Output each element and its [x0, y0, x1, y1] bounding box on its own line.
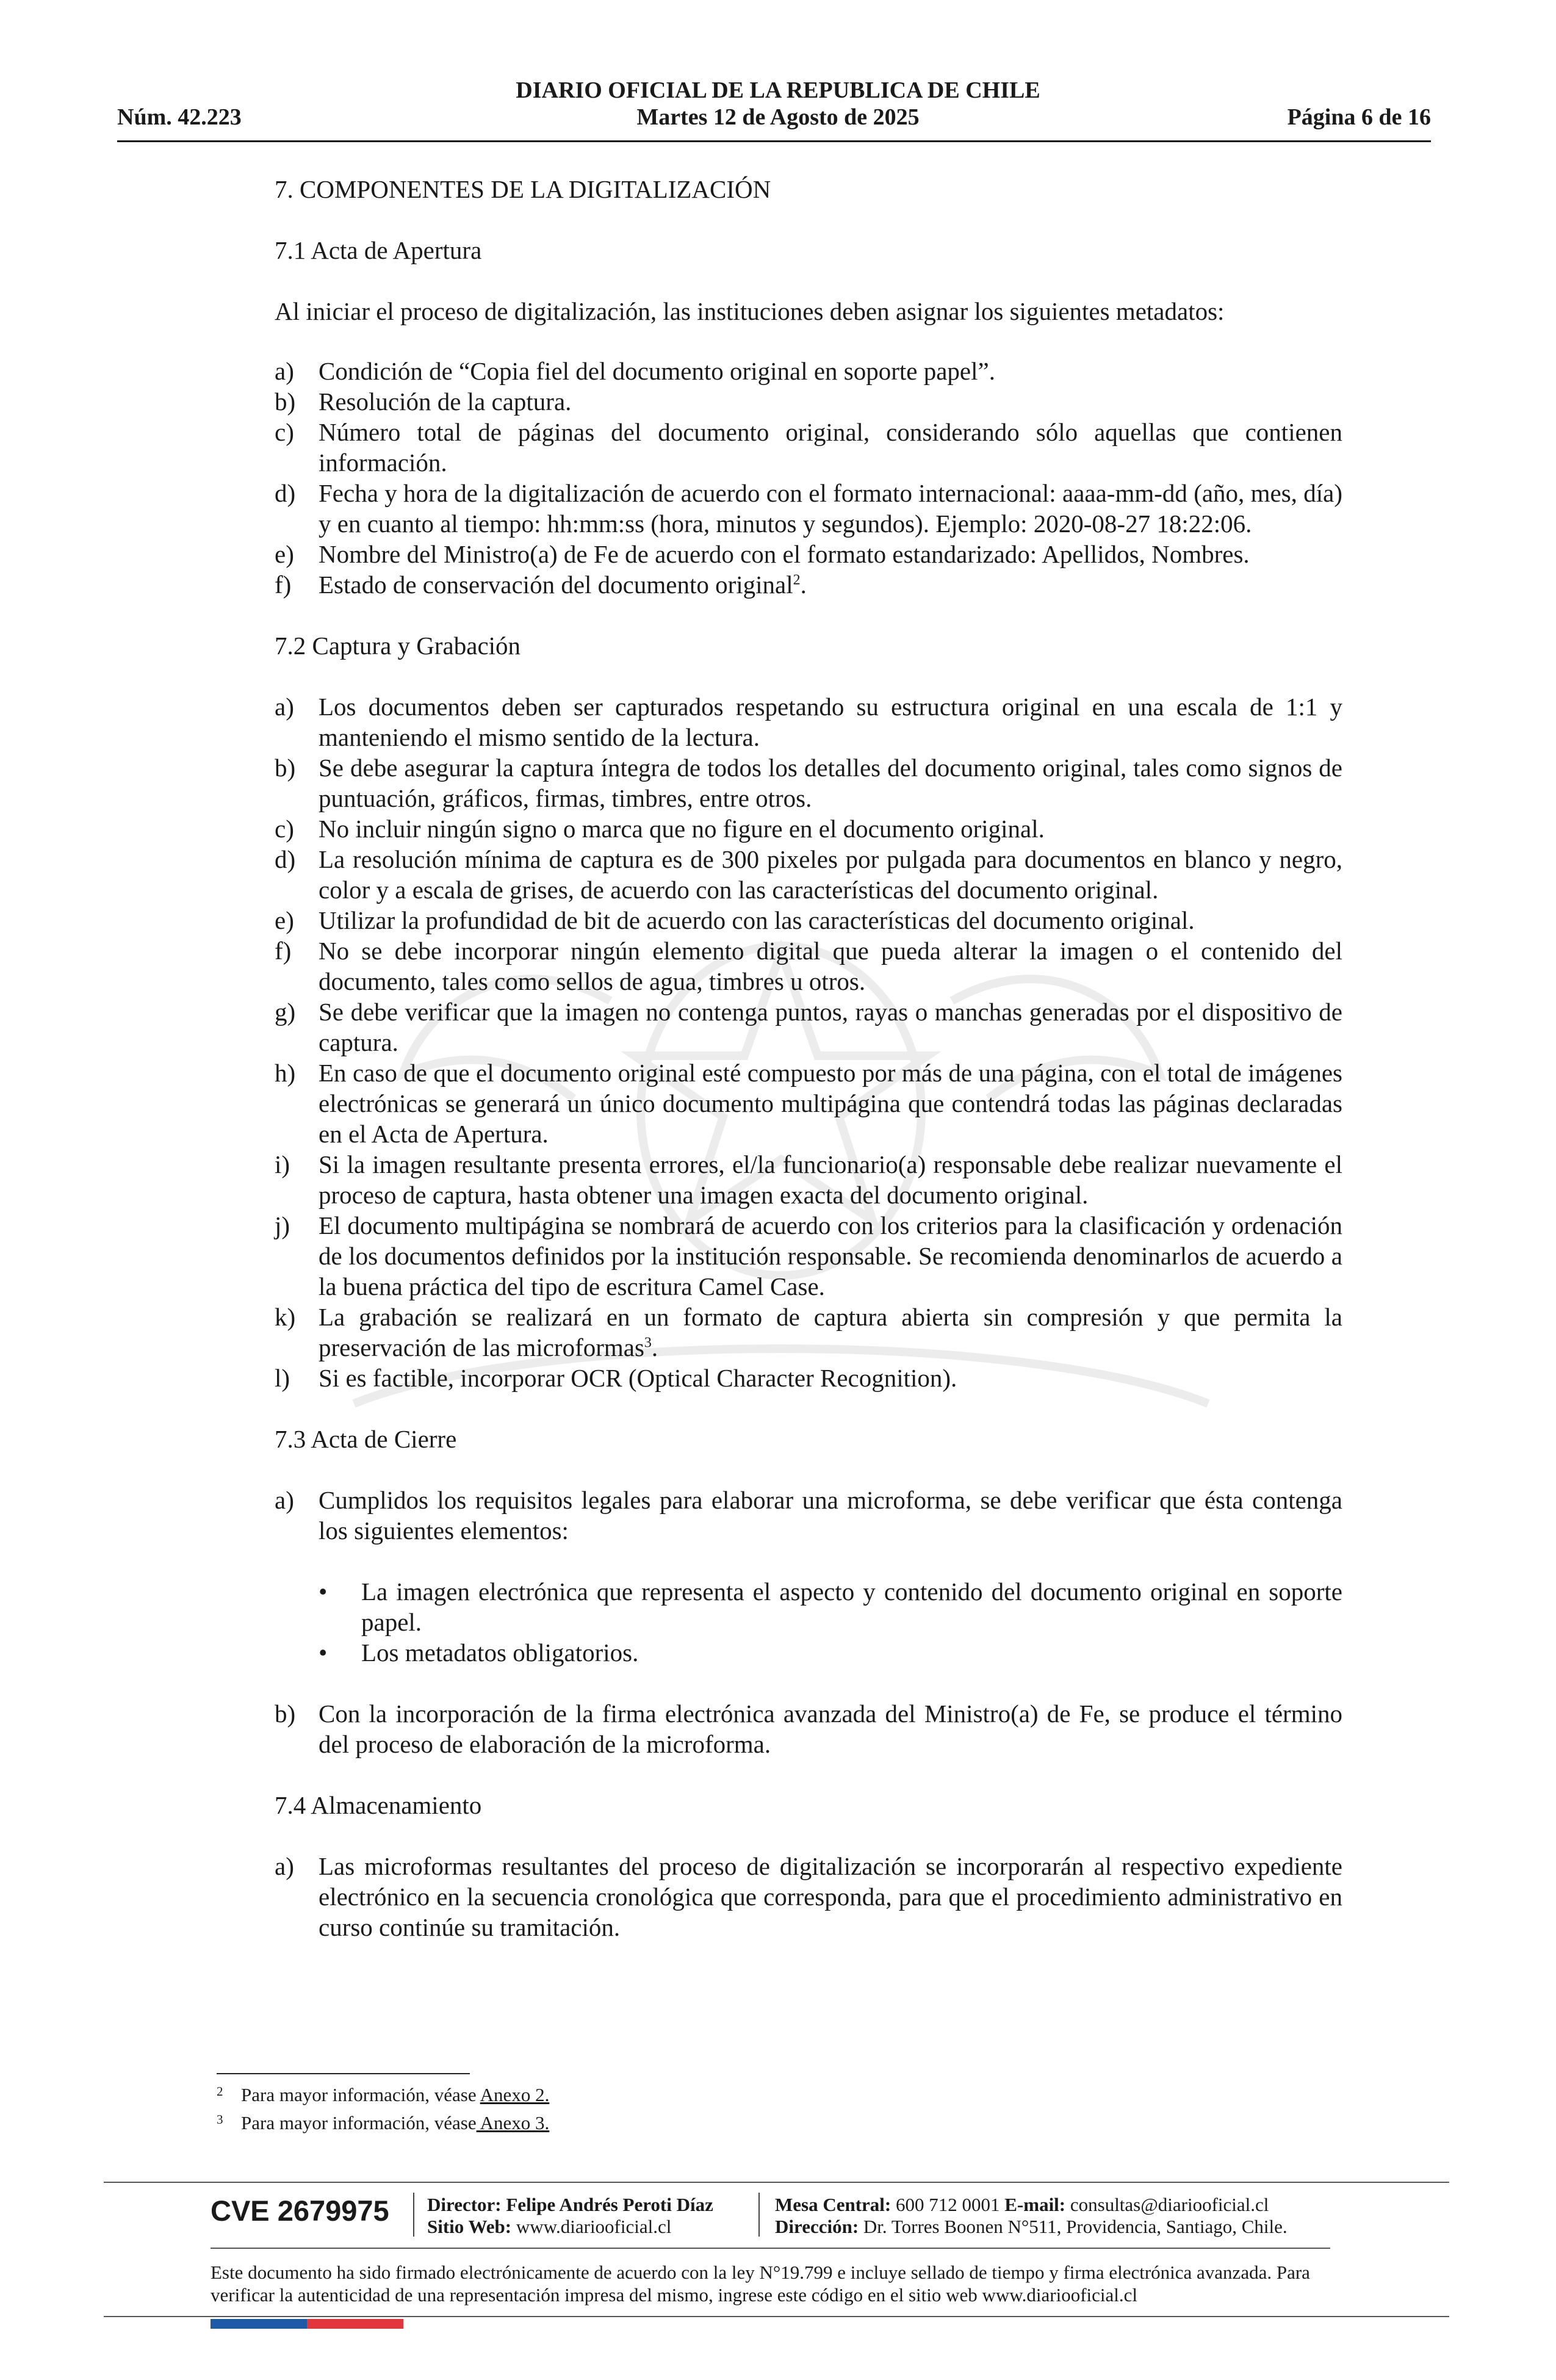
subsection-heading-7-1: 7.1 Acta de Apertura — [275, 236, 482, 264]
footer-divider — [104, 2316, 1449, 2317]
list-item: g) Se debe verificar que la imagen no contenga puntos, rayas o manchas generadas por el dispositivo de captura. — [275, 998, 1342, 1056]
issue-number: Núm. 42.223 — [117, 104, 242, 130]
footer-column-divider — [413, 2193, 414, 2237]
footnote-ref[interactable]: 2 — [793, 572, 801, 588]
list-item: a) Las microformas resultantes del proceso de digitalización se incorporarán al respectivo expediente electrónico en la secuencia cronológica que corresponda, para que el procedimiento administrativo en curso continúe su tramitación. — [275, 1852, 1342, 1941]
bullet-item: • La imagen electrónica que representa el aspecto y contenido del documento original en soporte papel. — [319, 1578, 1342, 1636]
flag-stripe-blue — [211, 2319, 307, 2329]
list-item: a) Cumplidos los requisitos legales para elaborar una microforma, se debe verificar que ésta contenga los siguientes elementos: — [275, 1486, 1342, 1545]
list-item: k) La grabación se realizará en un formato de captura abierta sin compresión y que permita la preservación de las microformas$^3$. — [275, 1303, 1342, 1361]
list-item: a) Condición de “Copia fiel del documento original en soporte papel”. — [275, 357, 995, 385]
closing-list — [275, 1485, 1342, 1546]
issue-date: Martes 12 de Agosto de 2025 — [636, 104, 920, 130]
cve-code: CVE 2679975 — [211, 2194, 389, 2227]
storage-list — [275, 1851, 1342, 1942]
subsection-heading-7-2: 7.2 Captura y Grabación — [275, 632, 521, 660]
footnote-ref[interactable]: 3 — [644, 1335, 652, 1351]
list-item: e) Nombre del Ministro(a) de Fe de acuerdo con el formato estandarizado: Apellidos, Nombres. — [275, 540, 1250, 568]
list-item: e) Utilizar la profundidad de bit de acuerdo con las características del documento original. — [275, 906, 1195, 934]
list-item: b) Resolución de la captura. — [275, 388, 572, 416]
annex-link[interactable]: Anexo 2. — [480, 2084, 550, 2105]
website-link[interactable]: www.diariooficial.cl — [516, 2216, 672, 2237]
subsection-heading-7-4: 7.4 Almacenamiento — [275, 1791, 482, 1819]
page-indicator: Página 6 de 16 — [1287, 104, 1431, 130]
bullet-item: • Los metadatos obligatorios. — [319, 1639, 639, 1667]
list-item: b) Se debe asegurar la captura íntegra de todos los detalles del documento original, tales como signos de puntuación, gráficos, firmas, timbres, entre otros. — [275, 754, 1342, 812]
section-heading: 7. COMPONENTES DE LA DIGITALIZACIÓN — [275, 175, 771, 203]
intro-paragraph: Al iniciar el proceso de digitalización, las instituciones deben asignar los siguientes metadatos: — [275, 297, 1225, 325]
footnote: 3 Para mayor información, véase Anexo 3. — [217, 2112, 550, 2133]
list-item: i) Si la imagen resultante presenta errores, el/la funcionario(a) responsable debe realizar nuevamente el proceso de captura, hasta obtener una imagen exacta del documento original. — [275, 1150, 1342, 1209]
footnotes — [217, 2081, 549, 2137]
email-link[interactable]: consultas@diariooficial.cl — [1070, 2194, 1269, 2215]
closing-list-b — [275, 1698, 1342, 1759]
flag-stripe-red — [307, 2319, 403, 2329]
list-item: l) Si es factible, incorporar OCR (Optical Character Recognition). — [275, 1364, 957, 1392]
newspaper-title: DIARIO OFICIAL DE LA REPUBLICA DE CHILE — [516, 78, 1040, 103]
list-item: h) En caso de que el documento original esté compuesto por más de una página, con el total de imágenes electrónicas se generará un único documento multipágina que contendrá todas las páginas declaradas en el Acta de Apertura. — [275, 1059, 1342, 1148]
list-item: f) Estado de conservación del documento original$^2$. — [275, 571, 807, 599]
header-divider — [117, 140, 1431, 142]
list-item: d) La resolución mínima de captura es de 300 pixeles por pulgada para documentos en blanco y negro, color y a escala de grises, de acuerdo con las características del documento original. — [275, 845, 1342, 904]
capture-list — [275, 691, 1342, 1393]
list-item: d) Fecha y hora de la digitalización de acuerdo con el formato internacional: aaaa-mm-dd (año, mes, día) y en cuanto al tiempo: hh:mm:ss (hora, minutos y segundos). Ejemplo: 2020-08-27 18:22:06. — [275, 479, 1342, 538]
signature-notice: Este documento ha sido firmado electrónicamente de acuerdo con la ley N°19.799 e incluye sellado de tiempo y firma electrónica avanzada. Para verificar la autenticidad de una representación impresa del mismo, ingrese este código en el sitio web www.diariooficial.cl — [211, 2262, 1310, 2306]
document-body — [275, 174, 1342, 1942]
footer-divider — [211, 2248, 1330, 2249]
footer-column-divider — [758, 2193, 760, 2237]
footnote-divider — [217, 2073, 470, 2074]
list-item: j) El documento multipágina se nombrará de acuerdo con los criterios para la clasificación y ordenación de los documentos definidos por la institución responsable. Se recomienda denominarlos de acuerdo a la buena práctica del tipo de escritura Camel Case. — [275, 1211, 1342, 1300]
list-item: c) Número total de páginas del documento original, considerando sólo aquellas que contienen información. — [275, 418, 1342, 477]
footnote: 2 Para mayor información, véase Anexo 2. — [217, 2084, 550, 2105]
footer-divider — [104, 2182, 1449, 2183]
list-item: c) No incluir ningún signo o marca que no figure en el documento original. — [275, 815, 1045, 843]
list-item: b) Con la incorporación de la firma electrónica avanzada del Ministro(a) de Fe, se produce el término del proceso de elaboración de la microforma. — [275, 1700, 1342, 1758]
list-item: f) No se debe incorporar ningún elemento digital que pueda alterar la imagen o el contenido del documento, tales como sellos de agua, timbres u otros. — [275, 937, 1342, 995]
footer-director-info: Director: Felipe Andrés Peroti Díaz Sitio Web: www.diariooficial.cl — [427, 2194, 713, 2237]
footer-contact-info: Mesa Central: 600 712 0001 E-mail: consultas@diariooficial.cl Dirección: Dr. Torres Boonen N°511, Providencia, Santiago, Chile. — [775, 2194, 1288, 2237]
list-item: a) Los documentos deben ser capturados respetando su estructura original en una escala de 1:1 y manteniendo el mismo sentido de la lectura. — [275, 693, 1342, 751]
metadata-list — [275, 356, 1342, 600]
subsection-heading-7-3: 7.3 Acta de Cierre — [275, 1425, 457, 1453]
bullet-list — [275, 1576, 1342, 1668]
annex-link[interactable]: Anexo 3. — [476, 2112, 550, 2133]
